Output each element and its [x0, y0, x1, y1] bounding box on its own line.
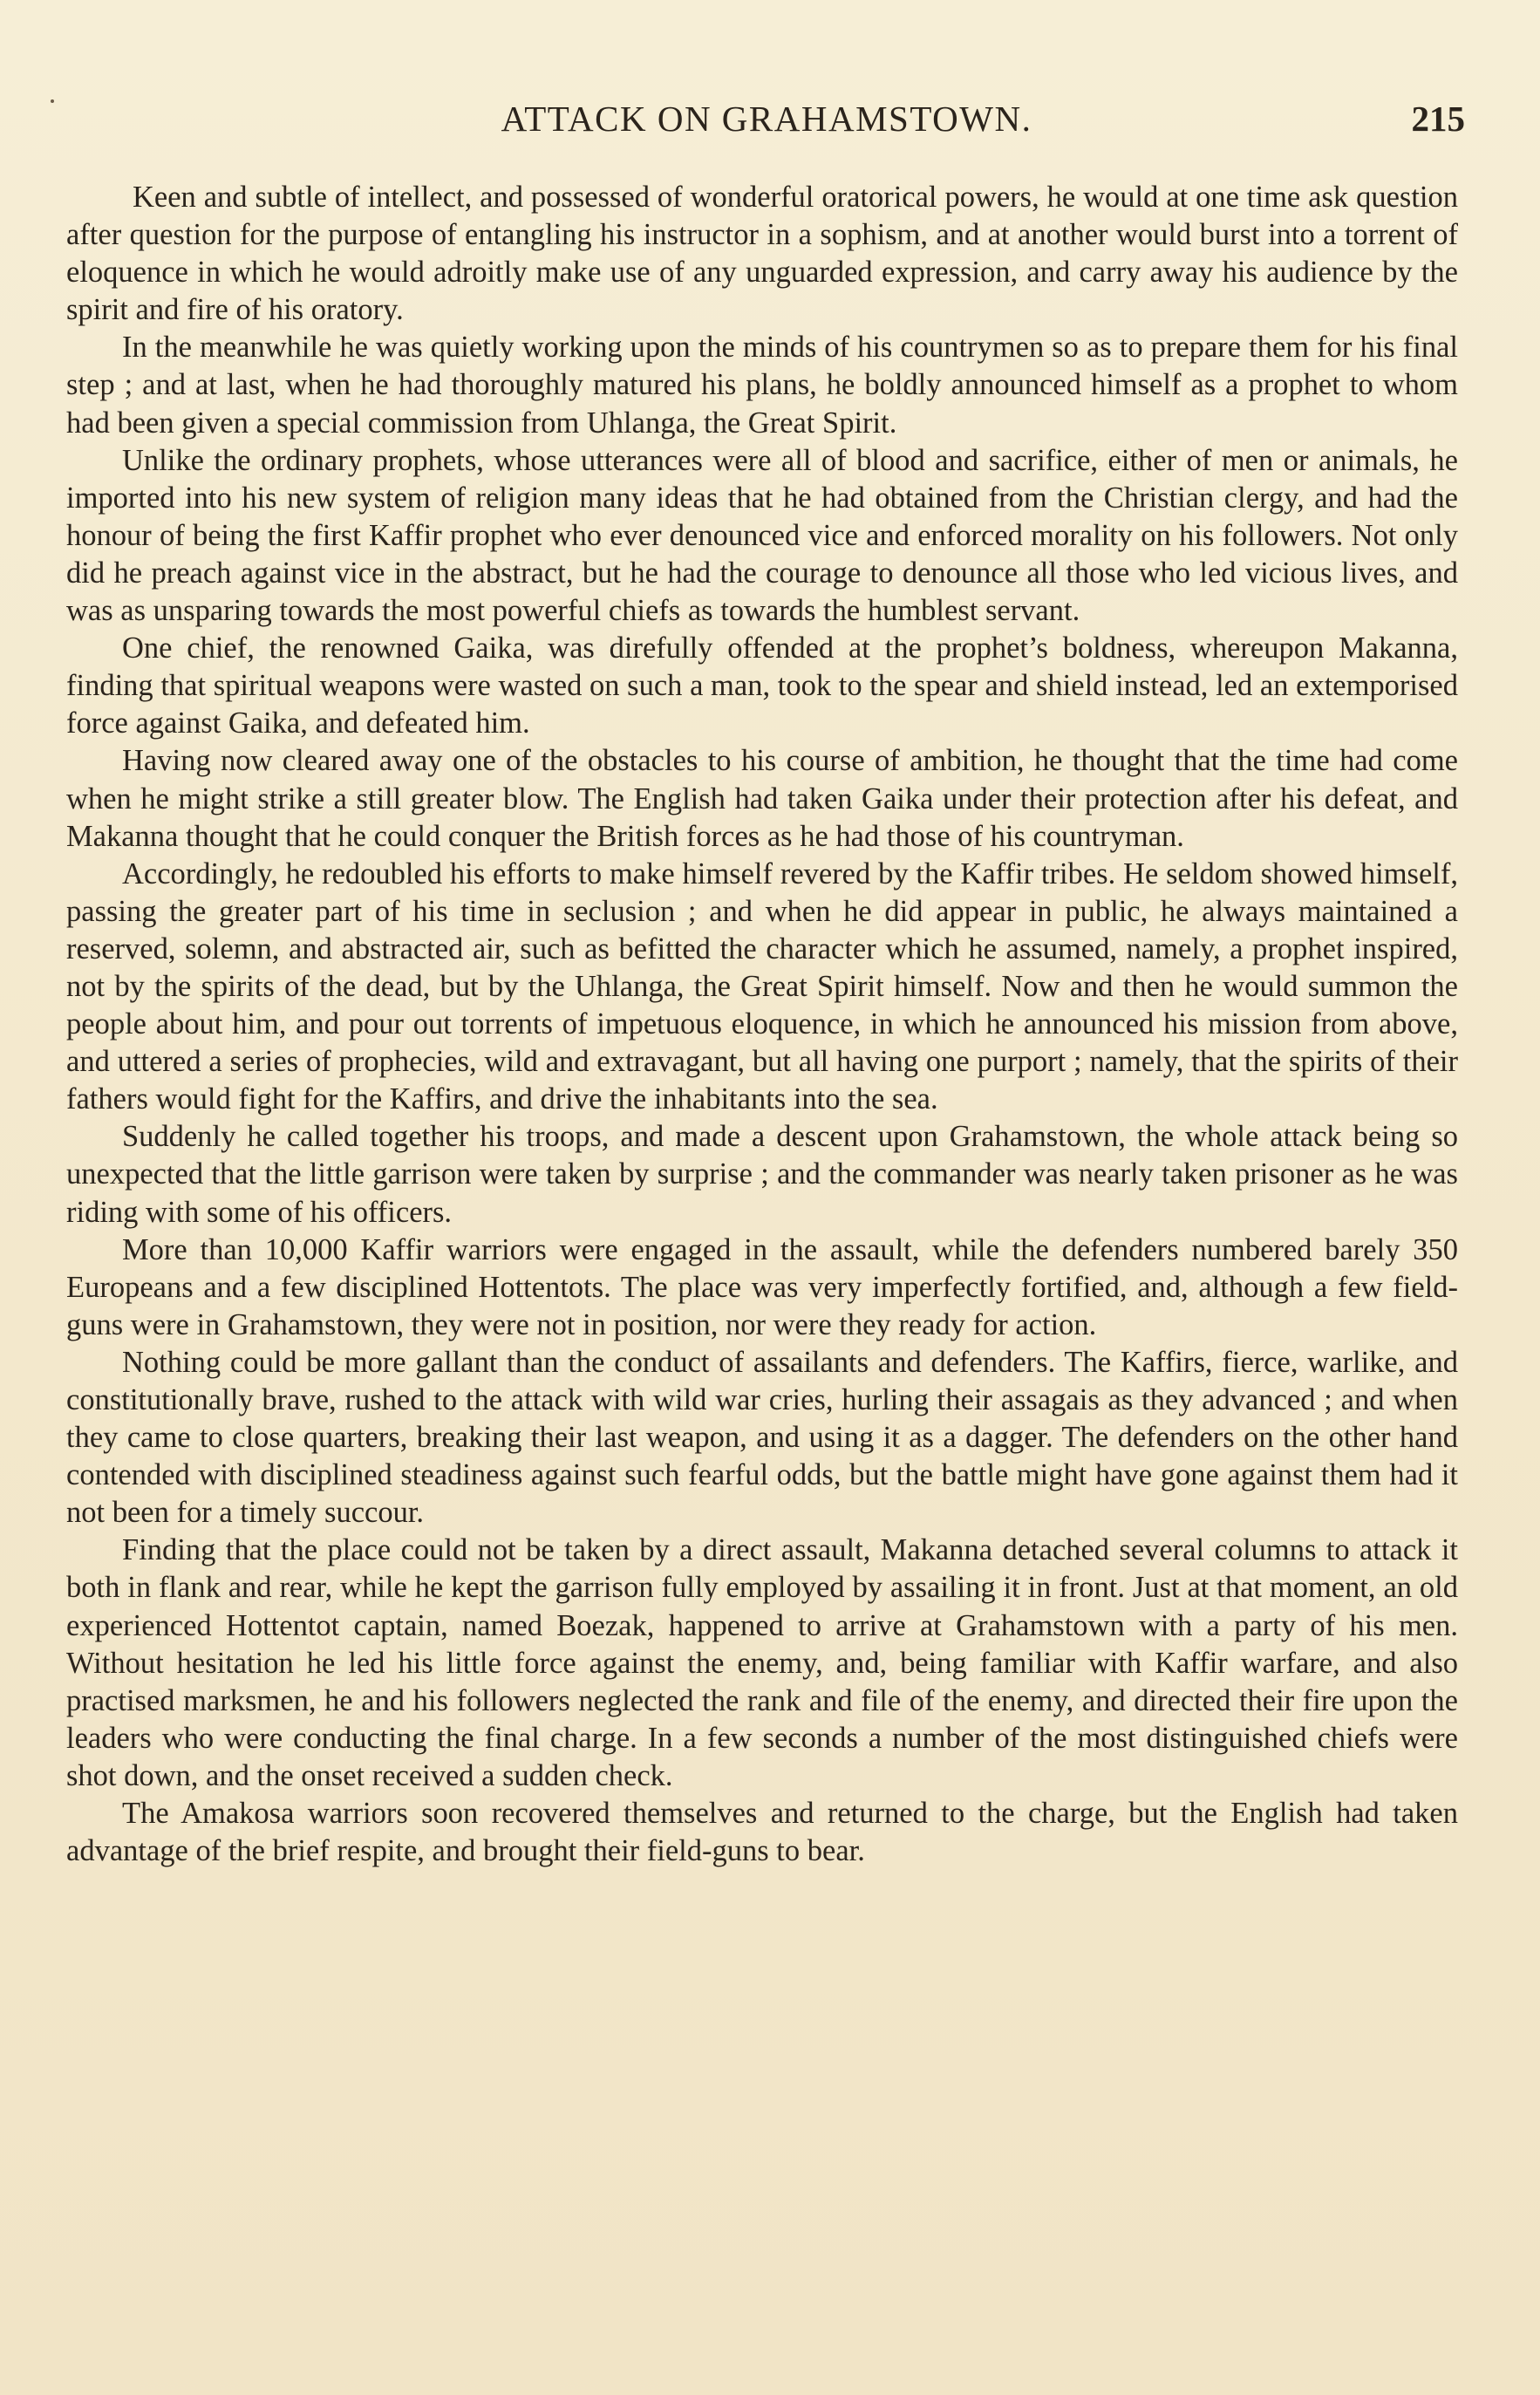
paragraph: Suddenly he called together his troops, and made a descent upon Grahamstown, the whole attack being so unexpected that the little garrison were taken by surprise ; and the commander was nearly taken prisoner as he was riding with some of his officers. — [66, 1120, 1458, 1229]
paragraph: One chief, the renowned Gaika, was direfully offended at the prophet’s boldness, whereupon Makanna, finding that spiritual weapons were wasted on such a man, took to the spear and shield instead, led an extemporised force against Gaika, and defeated him. — [66, 631, 1458, 740]
paragraph: Keen and subtle of intellect, and possessed of wonderful oratorical powers, he would at one time ask question after question for the purpose of entangling his instructor in a sophism, and at another would burst into a torrent of eloquence in which he would adroitly make use of any unguarded expression, and carry away his audience by the spirit and fire of his oratory. — [66, 181, 1458, 327]
body-text — [66, 179, 1458, 1870]
paragraph: The Amakosa warriors soon recovered themselves and returned to the charge, but the English had taken advantage of the brief respite, and brought their field-guns to bear. — [66, 1797, 1458, 1868]
paragraph: Unlike the ordinary prophets, whose utterances were all of blood and sacrifice, either of men or animals, he imported into his new system of religion many ideas that he had obtained from the Christian clergy, and had the honour of being the first Kaffir prophet who ever denounced vice and enforced morality on his followers. Not only did he preach against vice in the abstract, but he had the courage to denounce all those who led vicious lives, and was as unsparing towards the most powerful chiefs as towards the humblest servant. — [66, 443, 1458, 628]
chapter-running-title: ATTACK ON GRAHAMSTOWN. — [501, 99, 1032, 139]
paragraph: Having now cleared away one of the obstacles to his course of ambition, he thought that the time had come when he might strike a still greater blow. The English had taken Gaika under their protection after his defeat, and Makanna thought that he could conquer the British forces as he had those of his countryman. — [66, 744, 1458, 853]
print-speck — [51, 99, 54, 103]
page-number: 215 — [1411, 99, 1465, 139]
paragraph: Nothing could be more gallant than the conduct of assailants and defenders. The Kaffirs, fierce, warlike, and constitutionally brave, rushed to the attack with wild war cries, hurling their assagais as they advanced ; and when they came to close quarters, breaking their last weapon, and using it as a dagger. The defenders on the other hand contended with disciplined steadiness against such fearful odds, but the battle might have gone against them had it not been for a timely succour. — [66, 1345, 1458, 1530]
paragraph: More than 10,000 Kaffir warriors were engaged in the assault, while the defenders numbered barely 350 Europeans and a few disciplined Hottentots. The place was very imperfectly fortified, and, although a few field-guns were in Grahamstown, they were not in position, nor were they ready for action. — [66, 1232, 1458, 1341]
running-header — [68, 92, 1465, 145]
paragraph: Accordingly, he redoubled his efforts to make himself revered by the Kaffir tribes. He seldom showed himself, passing the greater part of his time in seclusion ; and when he did appear in public, he always maintained a reserved, solemn, and abstracted air, such as befitted the character which he assumed, namely, a prophet inspired, not by the spirits of the dead, but by the Uhlanga, the Great Spirit himself. Now and then he would summon the people about him, and pour out torrents of impetuous eloquence, in which he announced his mission from above, and uttered a series of prophecies, wild and extravagant, but all having one purport ; namely, that the spirits of their fathers would fight for the Kaffirs, and drive the inhabitants into the sea. — [66, 856, 1458, 1116]
paragraph: Finding that the place could not be taken by a direct assault, Makanna detached several columns to attack it both in flank and rear, while he kept the garrison fully employed by assailing it in front. Just at that moment, an old experienced Hottentot captain, named Boezak, happened to arrive at Grahamstown with a party of his men. Without hesitation he led his little force against the enemy, and, being familiar with Kaffir warfare, and also practised marksmen, he and his followers neglected the rank and file of the enemy, and directed their fire upon the leaders who were conducting the final charge. In a few seconds a number of the most distinguished chiefs were shot down, and the onset received a sudden check. — [66, 1533, 1458, 1792]
paragraph: In the meanwhile he was quietly working upon the minds of his countrymen so as to prepare them for his final step ; and at last, when he had thoroughly matured his plans, he boldly announced himself as a prophet to whom had been given a special commission from Uhlanga, the Great Spirit. — [66, 331, 1458, 440]
